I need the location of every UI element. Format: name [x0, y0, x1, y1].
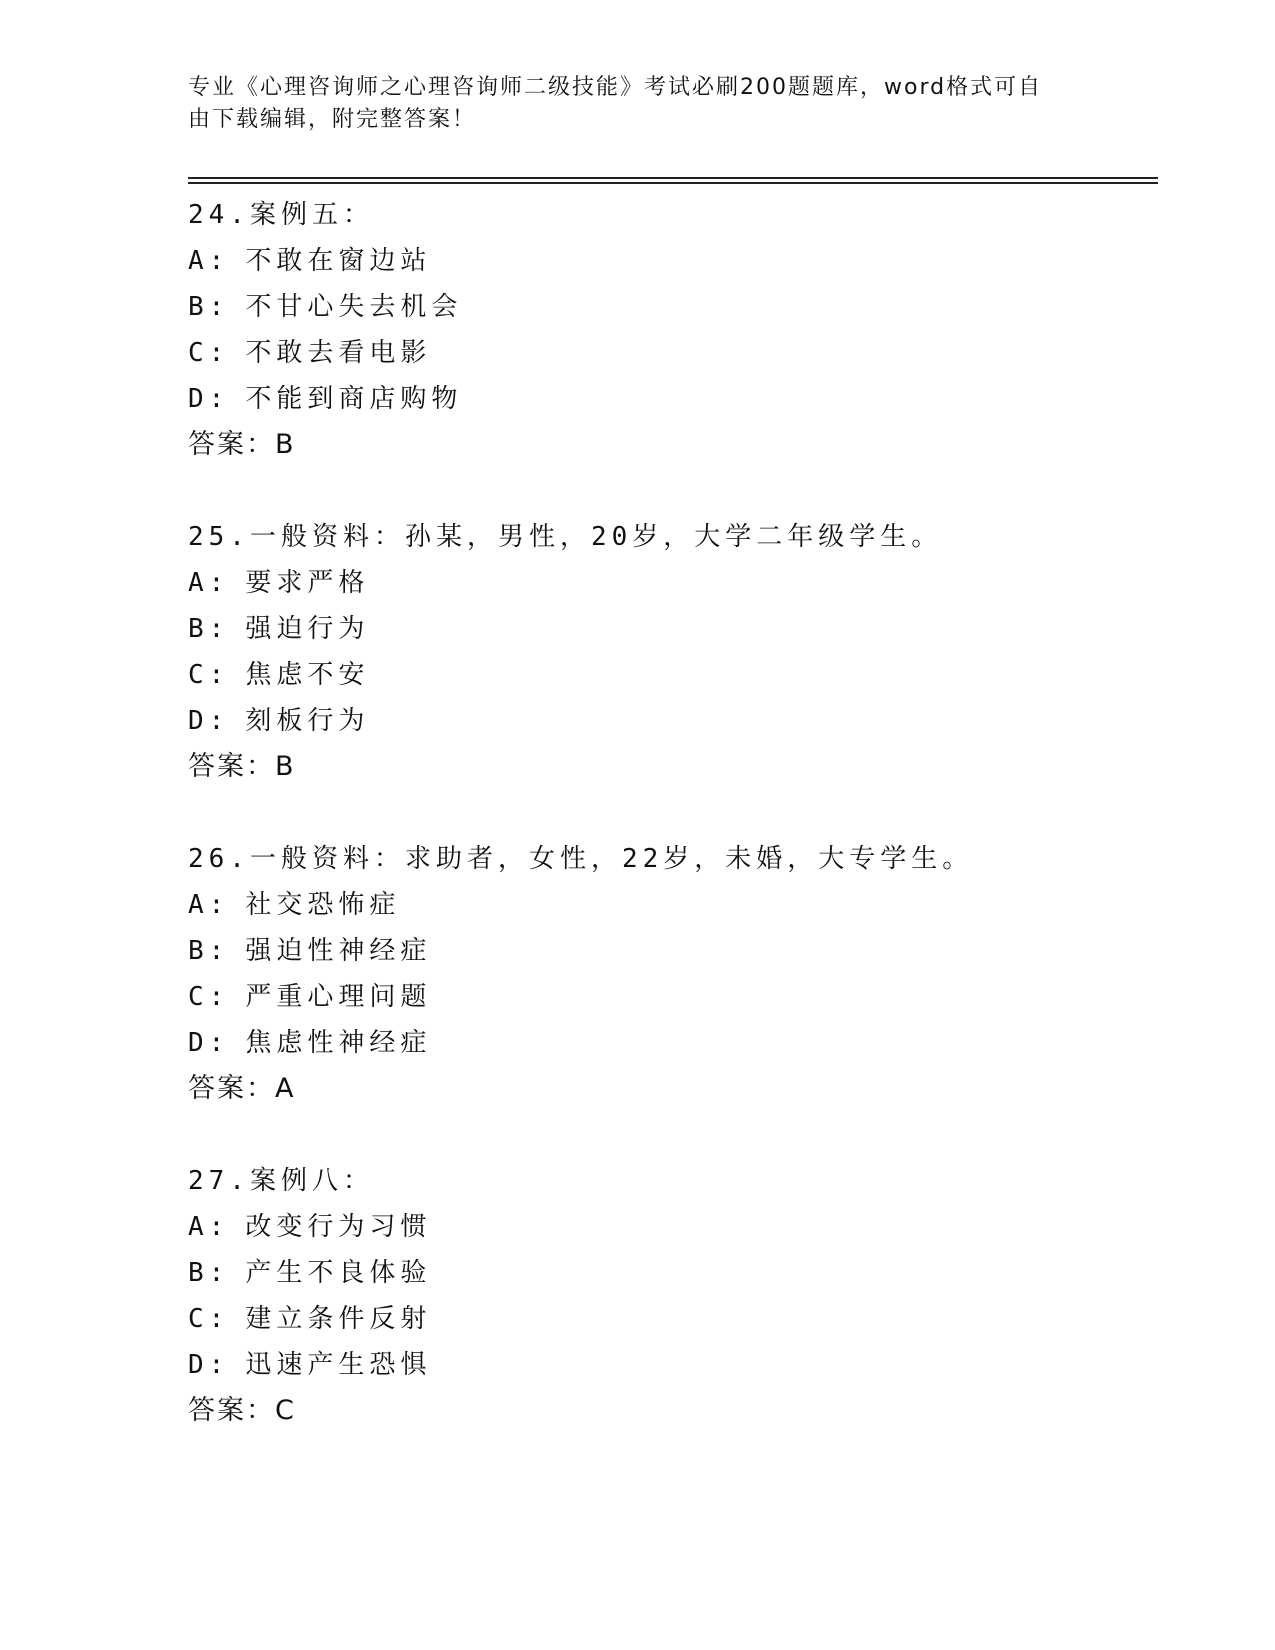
option-text: 强迫性神经症	[245, 936, 432, 966]
option-label: D:	[188, 706, 230, 736]
question-text: 案例八：	[249, 1166, 374, 1196]
option-a	[188, 1204, 1148, 1250]
option-label: A:	[188, 568, 230, 598]
option-label: A:	[188, 1212, 230, 1242]
option-d	[188, 1020, 1148, 1066]
option-text: 改变行为习惯	[245, 1212, 432, 1242]
option-c	[188, 974, 1148, 1020]
question-number: 24.	[188, 200, 250, 230]
question-list	[188, 192, 1148, 1480]
option-b	[188, 284, 1148, 330]
question-stem	[188, 1158, 1148, 1204]
option-label: B:	[188, 936, 230, 966]
option-text: 强迫行为	[245, 614, 370, 644]
question-24	[188, 192, 1148, 468]
option-label: A:	[188, 246, 230, 276]
option-label: B:	[188, 614, 230, 644]
question-text: 案例五：	[249, 200, 374, 230]
option-d	[188, 1342, 1148, 1388]
option-label: B:	[188, 1258, 230, 1288]
question-27	[188, 1158, 1148, 1434]
question-text: 一般资料：求助者，女性，22岁，未婚，大专学生。	[249, 844, 974, 874]
answer-line: 答案：C	[188, 1395, 296, 1426]
option-c	[188, 330, 1148, 376]
option-label: C:	[188, 1304, 230, 1334]
header-line-2: 由下载编辑，附完整答案！	[188, 107, 477, 132]
option-text: 刻板行为	[245, 706, 370, 736]
option-text: 迅速产生恐惧	[245, 1350, 432, 1380]
option-b	[188, 928, 1148, 974]
question-number: 25.	[188, 522, 250, 552]
option-c	[188, 1296, 1148, 1342]
option-label: C:	[188, 982, 230, 1012]
option-text: 不敢在窗边站	[245, 246, 432, 276]
option-c	[188, 652, 1148, 698]
option-text: 焦虑性神经症	[245, 1028, 432, 1058]
option-label: B:	[188, 292, 230, 322]
option-label: A:	[188, 890, 230, 920]
option-text: 不甘心失去机会	[245, 292, 463, 322]
question-stem	[188, 192, 1148, 238]
option-text: 不能到商店购物	[245, 384, 463, 414]
question-number: 27.	[188, 1166, 250, 1196]
option-b	[188, 1250, 1148, 1296]
option-a	[188, 560, 1148, 606]
question-number: 26.	[188, 844, 250, 874]
document-header	[188, 72, 1088, 136]
answer-line: 答案：A	[188, 1073, 296, 1104]
question-stem	[188, 836, 1148, 882]
question-text: 一般资料：孙某，男性，20岁，大学二年级学生。	[249, 522, 943, 552]
option-a	[188, 238, 1148, 284]
header-line-1: 专业《心理咨询师之心理咨询师二级技能》考试必刷200题题库，word格式可自	[188, 75, 1043, 100]
question-26	[188, 836, 1148, 1112]
option-text: 不敢去看电影	[245, 338, 432, 368]
question-stem	[188, 514, 1148, 560]
option-d	[188, 376, 1148, 422]
option-label: C:	[188, 660, 230, 690]
option-label: D:	[188, 1028, 230, 1058]
option-text: 建立条件反射	[245, 1304, 432, 1334]
option-d	[188, 698, 1148, 744]
option-text: 焦虑不安	[245, 660, 370, 690]
option-label: D:	[188, 1350, 230, 1380]
option-text: 社交恐怖症	[245, 890, 401, 920]
option-text: 严重心理问题	[245, 982, 432, 1012]
answer-line: 答案：B	[188, 429, 296, 460]
option-text: 产生不良体验	[245, 1258, 432, 1288]
option-a	[188, 882, 1148, 928]
option-b	[188, 606, 1148, 652]
answer-line: 答案：B	[188, 751, 296, 782]
option-label: C:	[188, 338, 230, 368]
question-25	[188, 514, 1148, 790]
option-text: 要求严格	[245, 568, 370, 598]
header-divider-bottom	[188, 182, 1158, 184]
header-divider-top	[188, 177, 1158, 179]
option-label: D:	[188, 384, 230, 414]
